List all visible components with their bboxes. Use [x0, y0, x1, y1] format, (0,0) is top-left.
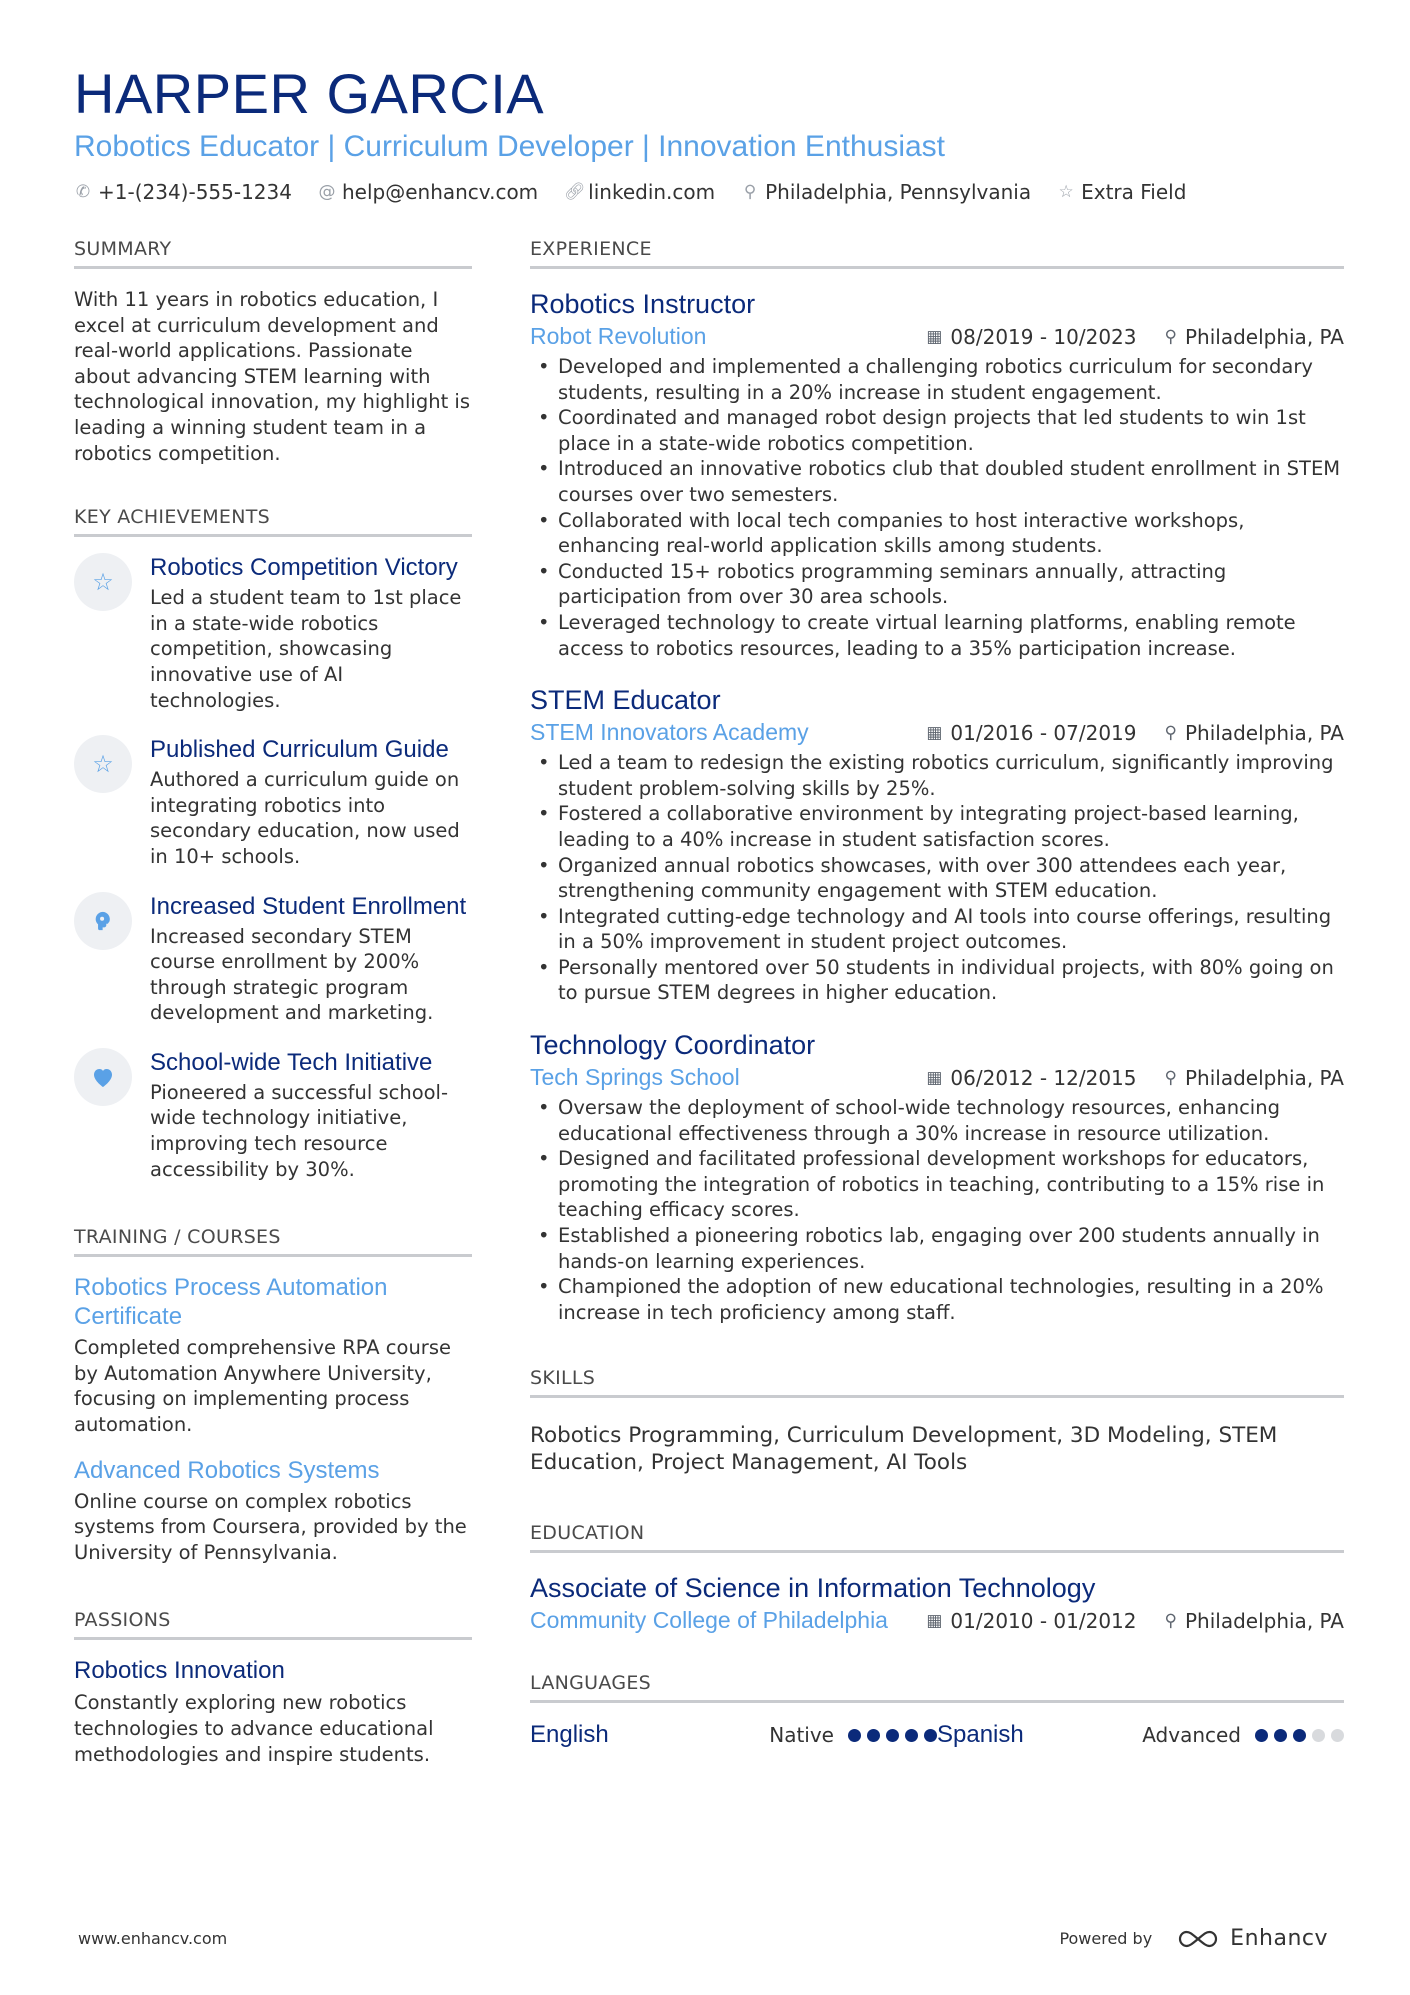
phone-icon: ✆: [75, 182, 91, 202]
list-item: • Integrated cutting-edge technology and AI tools into course offerings, resulting in a 50% improvement in student project outcomes.: [530, 904, 1344, 955]
achievement-item: [74, 892, 472, 1026]
job-dates: 06/2012 - 12/2015: [950, 1065, 1137, 1090]
rating-dot-filled: [1274, 1729, 1287, 1742]
achievement-item: [74, 553, 472, 713]
passions-section: [74, 1609, 472, 1767]
course-desc: Completed comprehensive RPA course by Automation Anywhere University, focusing on implementing process automation.: [74, 1336, 451, 1437]
course-desc: Online course on complex robotics systems from Coursera, provided by the University of Pennsylvania.: [74, 1489, 467, 1564]
language-level: Native: [769, 1723, 834, 1748]
training-heading: TRAINING / COURSES: [74, 1226, 472, 1257]
list-item: • Led a team to redesign the existing robotics curriculum, significantly improving student problem-solving skills by 25%.: [530, 750, 1344, 801]
achievement-title: Robotics Competition Victory: [150, 554, 458, 582]
language-item: [937, 1721, 1344, 1749]
education-entry: [530, 1571, 1344, 1634]
star-icon: ☆: [74, 553, 132, 611]
location-icon: ⚲: [1164, 326, 1177, 347]
job-location: Philadelphia, PA: [1184, 324, 1344, 349]
language-item: [530, 1721, 937, 1749]
calendar-icon: ▦: [926, 326, 943, 347]
languages-list: [530, 1721, 1344, 1749]
location-icon: ⚲: [743, 182, 757, 202]
language-name: Spanish: [937, 1721, 1024, 1749]
skills-section: [530, 1367, 1344, 1476]
at-icon: @: [318, 182, 336, 202]
right-column: [530, 238, 1344, 1749]
achievement-title: Increased Student Enrollment: [150, 892, 467, 920]
achievement-item: [74, 735, 472, 869]
rating-dot-filled: [1293, 1729, 1306, 1742]
contact-extra: [1057, 180, 1186, 204]
contact-extra-text: Extra Field: [1081, 180, 1187, 204]
star-icon: ☆: [1058, 182, 1074, 202]
link-icon: 🔗︎: [564, 182, 586, 202]
contact-bar: [74, 180, 1344, 204]
contact-location-text: Philadelphia, Pennsylvania: [765, 180, 1032, 204]
language-level: Advanced: [1142, 1723, 1241, 1748]
enhancv-logo-icon: [1176, 1928, 1220, 1950]
education-degree: Associate of Science in Information Technology: [530, 1573, 1096, 1604]
list-item: • Introduced an innovative robotics club that doubled student enrollment in STEM courses over two semesters.: [530, 456, 1344, 507]
skills-heading: SKILLS: [530, 1367, 1344, 1398]
experience-heading: EXPERIENCE: [530, 238, 1344, 269]
education-location: Philadelphia, PA: [1184, 1608, 1344, 1633]
summary-heading: SUMMARY: [74, 238, 472, 269]
job-dates: 08/2019 - 10/2023: [950, 324, 1137, 349]
achievement-title: School-wide Tech Initiative: [150, 1048, 433, 1076]
job-title: Robotics Instructor: [530, 289, 756, 319]
contact-phone-text: +1-(234)-555-1234: [98, 180, 292, 204]
calendar-icon: ▦: [926, 1067, 943, 1088]
list-item: • Collaborated with local tech companies to host interactive workshops, enhancing real-world application skills among students.: [530, 508, 1344, 559]
footer-url[interactable]: www.enhancv.com: [78, 1929, 228, 1948]
job-bullets: [530, 354, 1344, 661]
passions-heading: PASSIONS: [74, 1609, 472, 1640]
achievements-heading: KEY ACHIEVEMENTS: [74, 506, 472, 537]
language-rating: [848, 1729, 937, 1742]
list-item: • Oversaw the deployment of school-wide technology resources, enhancing educational effectiveness through a 30% increase in resource utilization.: [530, 1095, 1344, 1146]
candidate-name: HARPER GARCIA: [74, 62, 545, 125]
calendar-icon: ▦: [926, 722, 943, 743]
achievement-desc: Authored a curriculum guide on integrating robotics into secondary education, now used in 10+ schools.: [150, 768, 460, 868]
job-bullets: [530, 750, 1344, 1006]
languages-heading: LANGUAGES: [530, 1672, 1344, 1703]
job-entry: [530, 1028, 1344, 1325]
language-rating: [1255, 1729, 1344, 1742]
job-title: STEM Educator: [530, 685, 721, 716]
contact-linkedin-text: linkedin.com: [588, 180, 716, 204]
achievements-section: [74, 506, 472, 1182]
list-item: • Designed and facilitated professional development workshops for educators, promoting the integration of robotics in teaching, contributing to a 15% rise in teaching efficacy scores.: [530, 1146, 1344, 1223]
list-item: • Leveraged technology to create virtual learning platforms, enabling remote access to robotics resources, leading to a 35% participation increase.: [530, 610, 1344, 661]
education-heading: EDUCATION: [530, 1522, 1344, 1553]
skills-text: Robotics Programming, Curriculum Development, 3D Modeling, STEM Education, Project Management, AI Tools: [530, 1423, 1278, 1476]
achievement-item: [74, 1048, 472, 1182]
rating-dot-filled: [1255, 1729, 1268, 1742]
education-section: [530, 1522, 1344, 1634]
rating-dot-filled: [848, 1729, 861, 1742]
course-title: Robotics Process Automation Certificate: [74, 1274, 388, 1331]
passion-title: Robotics Innovation: [74, 1657, 285, 1685]
job-company: Tech Springs School: [530, 1064, 740, 1091]
job-bullets: [530, 1095, 1344, 1325]
contact-email-text: help@enhancv.com: [341, 180, 539, 204]
education-school: Community College of Philadelphia: [530, 1607, 888, 1634]
brain-icon: [74, 892, 132, 950]
powered-by-label: Powered by: [1059, 1929, 1153, 1948]
job-entry: [530, 287, 1344, 661]
list-item: • Organized annual robotics showcases, with over 300 attendees each year, strengthening community engagement with STEM education.: [530, 853, 1344, 904]
list-item: • Developed and implemented a challenging robotics curriculum for secondary students, resulting in a 20% increase in student engagement.: [530, 354, 1344, 405]
experience-section: [530, 238, 1344, 1325]
rating-dot-filled: [924, 1729, 937, 1742]
location-icon: ⚲: [1164, 722, 1177, 743]
summary-text: With 11 years in robotics education, I excel at curriculum development and real-world applications. Passionate about advancing STEM learning with technological innovation, my highlight is leading a winning student team in a robotics competition.: [74, 288, 470, 465]
resume-header: [74, 62, 1344, 204]
brand-logo[interactable]: [1176, 1926, 1328, 1951]
list-item: • Established a pioneering robotics lab, engaging over 200 students annually in hands-on learning experiences.: [530, 1223, 1344, 1274]
job-company: Robot Revolution: [530, 323, 707, 349]
passion-item: [74, 1656, 472, 1767]
star-icon: ☆: [74, 735, 132, 793]
language-name: English: [530, 1721, 609, 1749]
rating-dot-filled: [905, 1729, 918, 1742]
list-item: • Conducted 15+ robotics programming seminars annually, attracting participation from over 30 area schools.: [530, 559, 1344, 610]
contact-linkedin[interactable]: [564, 180, 715, 204]
location-icon: ⚲: [1164, 1610, 1177, 1631]
achievement-desc: Increased secondary STEM course enrollment by 200% through strategic program development and marketing.: [150, 924, 434, 1025]
rating-dot-filled: [867, 1729, 880, 1742]
left-column: [74, 238, 472, 1767]
page-footer: [78, 1926, 1328, 1951]
education-dates: 01/2010 - 01/2012: [950, 1608, 1137, 1633]
list-item: • Fostered a collaborative environment by integrating project-based learning, leading to a 40% increase in student satisfaction scores.: [530, 801, 1344, 852]
job-company: STEM Innovators Academy: [530, 719, 809, 746]
course-title: Advanced Robotics Systems: [74, 1456, 380, 1484]
list-item: • Coordinated and managed robot design projects that led students to win 1st place in a state-wide robotics competition.: [530, 405, 1344, 456]
calendar-icon: ▦: [926, 1610, 943, 1631]
location-icon: ⚲: [1164, 1067, 1177, 1088]
course-item: [74, 1456, 472, 1566]
contact-location: [741, 180, 1031, 204]
summary-section: [74, 238, 472, 466]
candidate-headline: Robotics Educator | Curriculum Developer | Innovation Enthusiast: [74, 130, 946, 163]
training-section: [74, 1226, 472, 1565]
achievement-desc: Pioneered a successful school-wide technology initiative, improving tech resource accessibility by 30%.: [150, 1080, 449, 1181]
languages-section: [530, 1672, 1344, 1749]
job-location: Philadelphia, PA: [1184, 1065, 1344, 1090]
job-title: Technology Coordinator: [530, 1030, 816, 1061]
course-item: [74, 1273, 472, 1437]
brand-name: Enhancv: [1230, 1926, 1328, 1951]
list-item: • Championed the adoption of new educational technologies, resulting in a 20% increase in tech proficiency among staff.: [530, 1274, 1344, 1325]
job-location: Philadelphia, PA: [1184, 720, 1344, 745]
achievement-desc: Led a student team to 1st place in a state-wide robotics competition, showcasing innovative use of AI technologies.: [150, 586, 462, 712]
achievement-title: Published Curriculum Guide: [150, 736, 449, 764]
contact-phone: [74, 180, 292, 204]
rating-dot-empty: [1331, 1729, 1344, 1742]
heart-icon: [74, 1048, 132, 1106]
rating-dot-empty: [1312, 1729, 1325, 1742]
contact-email[interactable]: [318, 180, 538, 204]
job-entry: [530, 683, 1344, 1006]
job-dates: 01/2016 - 07/2019: [950, 720, 1137, 745]
rating-dot-filled: [886, 1729, 899, 1742]
passion-desc: Constantly exploring new robotics technologies to advance educational methodologies and inspire students.: [74, 1691, 434, 1766]
list-item: • Personally mentored over 50 students in individual projects, with 80% going on to pursue STEM degrees in higher education.: [530, 955, 1344, 1006]
